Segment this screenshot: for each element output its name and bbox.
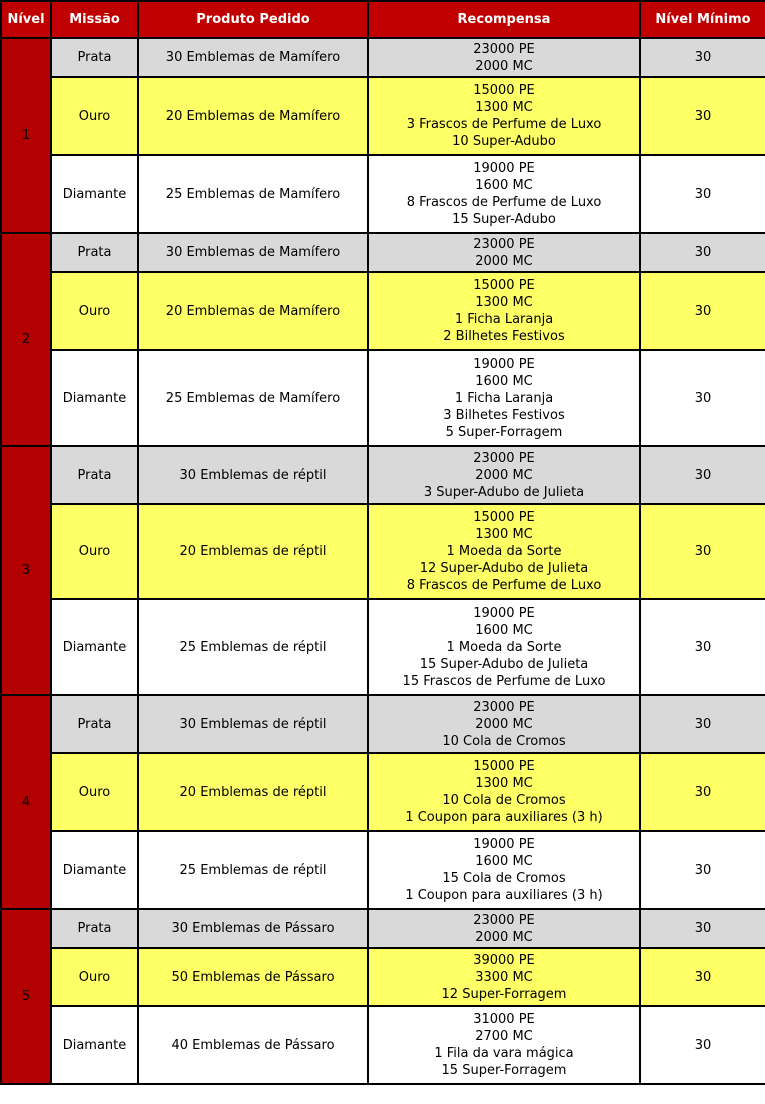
min-level-cell: 30 — [640, 948, 765, 1006]
mission-cell: Diamante — [51, 155, 138, 233]
level-cell: 1 — [1, 38, 51, 233]
reward-line: 10 Cola de Cromos — [442, 733, 566, 749]
reward-line: 1600 MC — [475, 622, 533, 638]
min-level-cell: 30 — [640, 504, 765, 599]
reward-line: 12 Super-Forragem — [441, 986, 567, 1002]
product-cell: 30 Emblemas de Mamífero — [138, 233, 368, 272]
reward-line: 1 Ficha Laranja — [454, 390, 554, 406]
min-level-cell: 30 — [640, 38, 765, 77]
min-level-cell: 30 — [640, 599, 765, 695]
reward-line: 2000 MC — [475, 467, 533, 483]
mission-cell: Diamante — [51, 1006, 138, 1084]
product-cell: 25 Emblemas de réptil — [138, 831, 368, 909]
reward-line: 23000 PE — [473, 699, 535, 715]
product-cell: 30 Emblemas de Mamífero — [138, 38, 368, 77]
reward-line: 1300 MC — [475, 776, 533, 791]
table-row — [1, 948, 765, 1006]
product-cell: 20 Emblemas de réptil — [138, 504, 368, 599]
table-row — [1, 350, 765, 446]
product-cell: 20 Emblemas de Mamífero — [138, 77, 368, 155]
min-level-cell: 30 — [640, 446, 765, 504]
reward-line: 2000 MC — [475, 716, 533, 732]
mission-cell: Diamante — [51, 831, 138, 909]
header-reward: Recompensa — [368, 1, 640, 38]
reward-line: 23000 PE — [473, 236, 535, 252]
min-level-cell: 30 — [640, 831, 765, 909]
reward-line: 1600 MC — [475, 854, 533, 869]
reward-line: 19000 PE — [473, 837, 535, 852]
table-row — [1, 155, 765, 233]
table-row — [1, 909, 765, 948]
reward-line: 15000 PE — [473, 83, 535, 98]
table-row — [1, 599, 765, 695]
reward-line: 3300 MC — [475, 969, 533, 985]
reward-line: 8 Frascos de Perfume de Luxo — [406, 195, 602, 210]
mission-cell: Ouro — [51, 77, 138, 155]
mission-cell: Ouro — [51, 753, 138, 831]
product-cell: 25 Emblemas de Mamífero — [138, 155, 368, 233]
min-level-cell: 30 — [640, 1006, 765, 1084]
mission-cell: Diamante — [51, 350, 138, 446]
reward-line: 15 Super-Forragem — [441, 1063, 567, 1078]
reward-line: 3 Bilhetes Festivos — [443, 407, 565, 423]
mission-cell: Prata — [51, 233, 138, 272]
reward-line: 23000 PE — [473, 912, 535, 928]
mission-cell: Ouro — [51, 504, 138, 599]
reward-cell — [368, 831, 640, 909]
reward-line: 2000 MC — [475, 253, 533, 269]
reward-line: 15 Super-Adubo — [452, 212, 556, 227]
reward-cell — [368, 599, 640, 695]
reward-cell — [368, 446, 640, 504]
reward-line: 12 Super-Adubo de Julieta — [419, 561, 589, 576]
reward-line: 15000 PE — [473, 759, 535, 774]
min-level-cell: 30 — [640, 155, 765, 233]
table-row — [1, 446, 765, 504]
product-cell: 20 Emblemas de Mamífero — [138, 272, 368, 350]
table-row — [1, 831, 765, 909]
reward-line: 1 Moeda da Sorte — [446, 544, 562, 559]
min-level-cell: 30 — [640, 272, 765, 350]
min-level-cell: 30 — [640, 350, 765, 446]
reward-line: 2 Bilhetes Festivos — [443, 329, 565, 344]
header-row — [1, 1, 765, 38]
reward-line: 15000 PE — [473, 510, 535, 525]
header-min-level: Nível Mínimo — [640, 1, 765, 38]
reward-line: 1 Coupon para auxiliares (3 h) — [405, 888, 603, 903]
reward-line: 15 Frascos de Perfume de Luxo — [402, 673, 606, 689]
reward-line: 1600 MC — [475, 178, 533, 193]
reward-line: 1 Fila da vara mágica — [434, 1046, 574, 1061]
table-row — [1, 272, 765, 350]
mission-cell: Ouro — [51, 948, 138, 1006]
reward-line: 10 Super-Adubo — [452, 134, 556, 149]
product-cell: 30 Emblemas de réptil — [138, 695, 368, 753]
reward-line: 3 Super-Adubo de Julieta — [423, 484, 585, 500]
reward-line: 15 Cola de Cromos — [442, 871, 566, 886]
table-row — [1, 77, 765, 155]
reward-line: 1 Ficha Laranja — [454, 312, 554, 327]
reward-line: 15 Super-Adubo de Julieta — [419, 656, 589, 672]
header-mission: Missão — [51, 1, 138, 38]
mission-cell: Prata — [51, 695, 138, 753]
min-level-cell: 30 — [640, 77, 765, 155]
min-level-cell: 30 — [640, 753, 765, 831]
reward-cell — [368, 695, 640, 753]
reward-cell — [368, 753, 640, 831]
product-cell: 40 Emblemas de Pássaro — [138, 1006, 368, 1084]
reward-line: 1300 MC — [475, 100, 533, 115]
reward-line: 19000 PE — [473, 356, 535, 372]
reward-line: 15000 PE — [473, 278, 535, 293]
reward-line: 1600 MC — [475, 373, 533, 389]
product-cell: 50 Emblemas de Pássaro — [138, 948, 368, 1006]
reward-cell — [368, 233, 640, 272]
reward-line: 5 Super-Forragem — [445, 424, 563, 440]
min-level-cell: 30 — [640, 909, 765, 948]
reward-line: 2000 MC — [475, 58, 533, 74]
reward-line: 10 Cola de Cromos — [442, 793, 566, 808]
reward-line: 23000 PE — [473, 41, 535, 57]
mission-cell: Prata — [51, 909, 138, 948]
product-cell: 20 Emblemas de réptil — [138, 753, 368, 831]
product-cell: 25 Emblemas de Mamífero — [138, 350, 368, 446]
reward-cell — [368, 272, 640, 350]
reward-cell — [368, 38, 640, 77]
min-level-cell: 30 — [640, 233, 765, 272]
mission-cell: Prata — [51, 38, 138, 77]
reward-line: 39000 PE — [473, 952, 535, 968]
reward-line: 8 Frascos de Perfume de Luxo — [406, 578, 602, 593]
reward-line: 19000 PE — [473, 605, 535, 621]
table-body — [1, 38, 765, 1084]
table-row — [1, 504, 765, 599]
table-row — [1, 695, 765, 753]
reward-line: 1300 MC — [475, 527, 533, 542]
product-cell: 25 Emblemas de réptil — [138, 599, 368, 695]
reward-line: 1 Coupon para auxiliares (3 h) — [405, 810, 603, 825]
reward-cell — [368, 155, 640, 233]
reward-line: 1300 MC — [475, 295, 533, 310]
reward-cell — [368, 504, 640, 599]
level-cell: 4 — [1, 695, 51, 909]
mission-cell: Prata — [51, 446, 138, 504]
reward-line: 19000 PE — [473, 161, 535, 176]
mission-cell: Ouro — [51, 272, 138, 350]
product-cell: 30 Emblemas de Pássaro — [138, 909, 368, 948]
min-level-cell: 30 — [640, 695, 765, 753]
reward-cell — [368, 350, 640, 446]
reward-line: 2700 MC — [475, 1029, 533, 1044]
product-cell: 30 Emblemas de réptil — [138, 446, 368, 504]
level-cell: 3 — [1, 446, 51, 695]
reward-line: 3 Frascos de Perfume de Luxo — [406, 117, 602, 132]
reward-line: 1 Moeda da Sorte — [446, 639, 562, 655]
reward-cell — [368, 909, 640, 948]
level-cell: 5 — [1, 909, 51, 1084]
reward-line: 23000 PE — [473, 450, 535, 466]
reward-cell — [368, 948, 640, 1006]
reward-line: 2000 MC — [475, 929, 533, 945]
header-level: Nível — [1, 1, 51, 38]
table-row — [1, 1006, 765, 1084]
header-product: Produto Pedido — [138, 1, 368, 38]
table-row — [1, 753, 765, 831]
table-row — [1, 233, 765, 272]
reward-cell — [368, 1006, 640, 1084]
reward-line: 31000 PE — [473, 1012, 535, 1027]
reward-cell — [368, 77, 640, 155]
table-row — [1, 38, 765, 77]
level-cell: 2 — [1, 233, 51, 446]
mission-cell: Diamante — [51, 599, 138, 695]
